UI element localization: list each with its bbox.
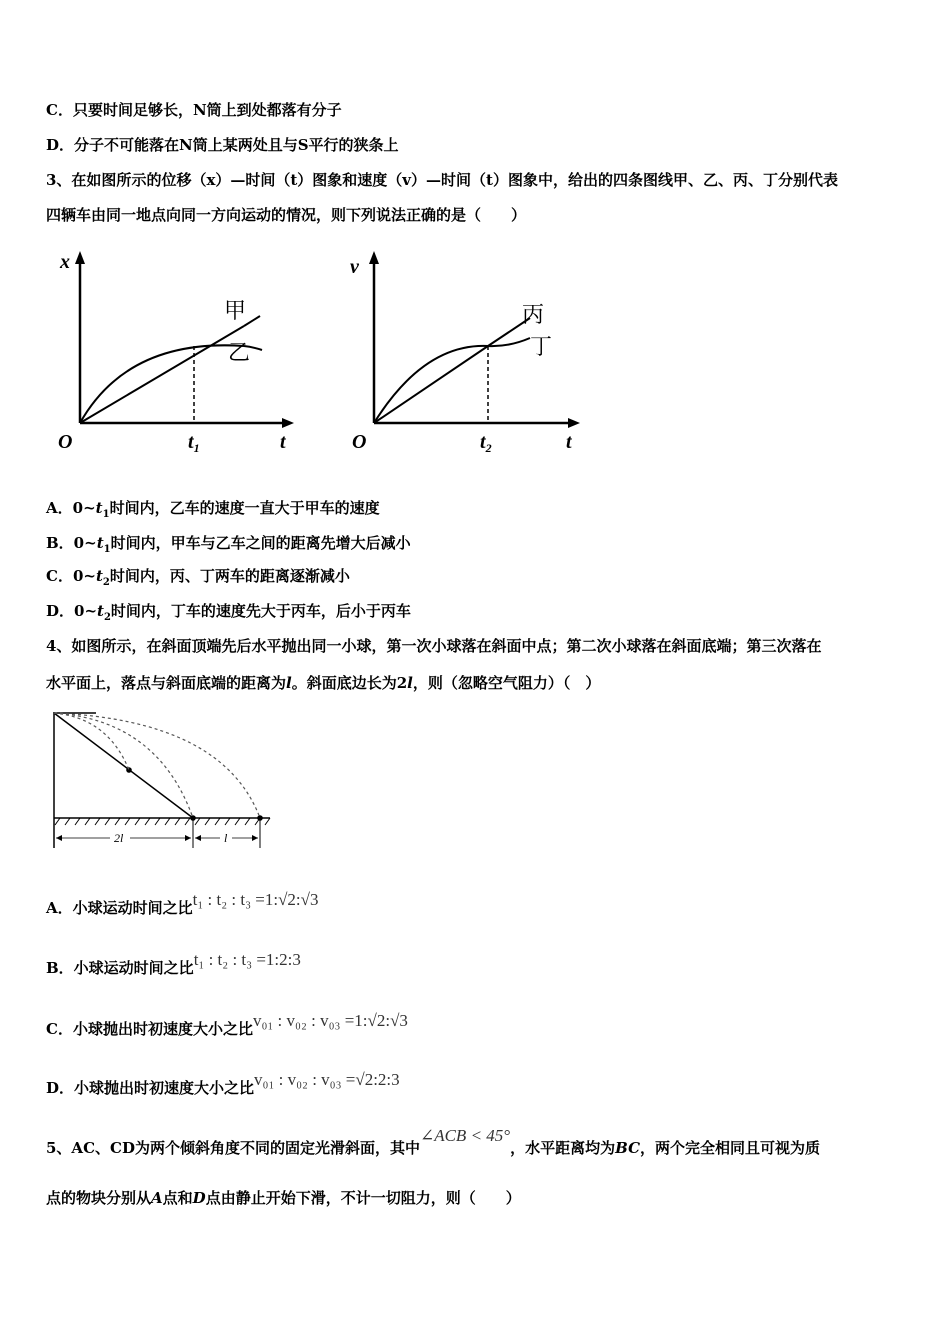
q3-graph1-tick: $t_1$ <box>188 431 200 455</box>
q3-stem-line1: 3、在如图所示的位移（x）—时间（t）图象和速度（v）—时间（t）图象中，给出的四条图线甲、乙、丙、丁分别代表 <box>46 171 838 189</box>
q3-graph1-label-yi: 乙 <box>228 340 251 365</box>
q4-option-a-formula: t₁ : t₂ : t₃ =1:√2:√3 <box>192 890 319 909</box>
q5-stem-line1: 5、AC、CD为两个倾斜角度不同的固定光滑斜面，其中∠ACB < 45°，水平距离均为BC，两个完全相同且可视为质 <box>46 1126 821 1157</box>
q4-label-2l: 2l <box>114 831 124 845</box>
q3-graph2-y-label: v <box>350 256 359 278</box>
q3-option-b: B．$0\sim t_1$时间内，甲车与乙车之间的距离先增大后减小 <box>46 534 411 555</box>
q2-option-d: D．分子不可能落在N筒上某两处且与S平行的狭条上 <box>46 136 399 154</box>
q4-stem-line1: 4、如图所示，在斜面顶端先后水平抛出同一小球，第一次小球落在斜面中点；第二次小球落在斜面底端；第三次落在 <box>46 637 822 655</box>
q3-graph2-label-ding: 丁 <box>530 334 553 359</box>
q3-graph1-x-label: t <box>280 431 286 453</box>
q4-option-b: B．小球运动时间之比t₁ : t₂ : t₃ =1:2:3 <box>46 950 301 977</box>
q3-option-d: D．$0\sim t_2$时间内，丁车的速度先大于丙车，后小于丙车 <box>46 602 411 623</box>
q3-graph2-x-label: t <box>566 431 572 453</box>
q3-graph2-tick: $t_2$ <box>480 431 492 455</box>
q3-graph1-origin: O <box>58 431 73 453</box>
q3-stem-line2: 四辆车由同一地点向同一方向运动的情况，则下列说法正确的是（ ） <box>46 206 527 224</box>
q2-option-c: C．只要时间足够长，N筒上到处都落有分子 <box>46 101 342 119</box>
q3-graph-xt <box>48 248 308 458</box>
q3-graph1-y-label: x <box>60 251 70 273</box>
q4-incline-diagram <box>48 708 278 858</box>
q5-angle-formula: ∠ACB < 45° <box>419 1126 511 1145</box>
q3-graph-vt <box>334 248 594 458</box>
q4-label-l: l <box>224 831 228 845</box>
q3-graph1-label-jia: 甲 <box>224 298 247 323</box>
q4-option-d: D．小球抛出时初速度大小之比v₀₁ : v₀₂ : v₀₃ =√2:2:3 <box>46 1070 400 1097</box>
q4-option-c-formula: v₀₁ : v₀₂ : v₀₃ =1:√2:√3 <box>252 1011 408 1030</box>
q4-option-d-formula: v₀₁ : v₀₂ : v₀₃ =√2:2:3 <box>254 1070 400 1089</box>
q4-option-b-formula: t₁ : t₂ : t₃ =1:2:3 <box>193 950 301 969</box>
q4-option-a: A．小球运动时间之比t₁ : t₂ : t₃ =1:√2:√3 <box>46 890 319 917</box>
q5-stem-line2: 点的物块分别从A点和D点由静止开始下滑，不计一切阻力，则（ ） <box>46 1189 521 1207</box>
q4-option-c: C．小球抛出时初速度大小之比v₀₁ : v₀₂ : v₀₃ =1:√2:√3 <box>46 1011 408 1038</box>
q3-graph2-label-bing: 丙 <box>522 302 545 327</box>
q4-stem-line2: 水平面上，落点与斜面底端的距离为l。斜面底边长为2l，则（忽略空气阻力）（ ） <box>46 674 601 692</box>
q3-option-c: C．$0\sim t_2$时间内，丙、丁两车的距离逐渐减小 <box>46 567 350 588</box>
q3-option-a: A．$0\sim t_1$时间内，乙车的速度一直大于甲车的速度 <box>46 499 380 520</box>
q3-graph2-origin: O <box>352 431 367 453</box>
